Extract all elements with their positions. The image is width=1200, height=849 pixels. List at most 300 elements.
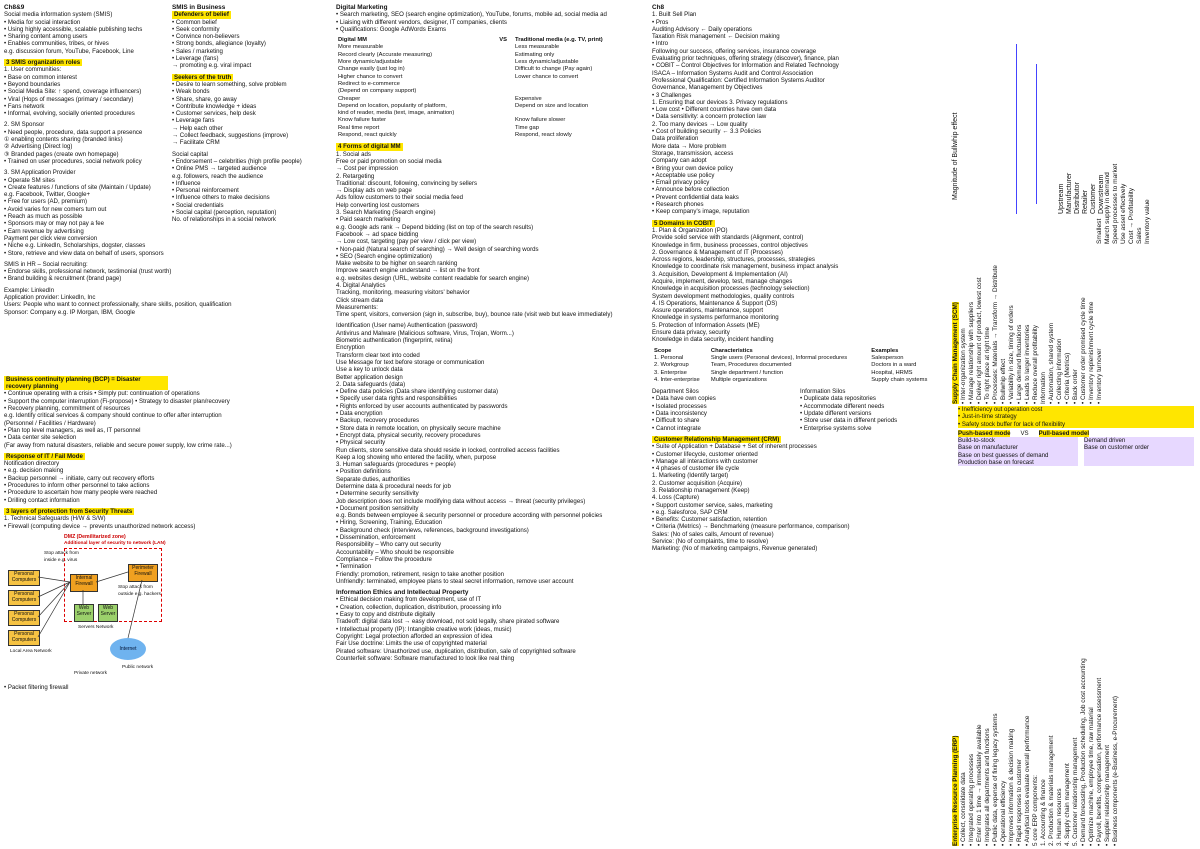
list-item: • Influence: [172, 179, 201, 187]
list-item: 3. Search Marketing (Search engine): [336, 209, 436, 217]
list-item: • Liaising with different vendors, designer, IT companies, clients: [336, 18, 507, 26]
list-item: Tracking, monitoring, measuring visitors' behavior: [336, 289, 470, 297]
department-silos: [652, 388, 792, 432]
hr-heading: SMIS in HR – Social recruiting:: [4, 260, 88, 268]
table-cell: Respond, react quickly: [338, 132, 397, 139]
list-item: 3. Human safeguards (procedures + people): [336, 461, 456, 469]
table-row: [336, 96, 636, 103]
list-item: 3. Human resources: [1056, 788, 1063, 846]
list-item: • Sponsors may or may not pay a fee: [4, 220, 105, 228]
servers-network-label: Servers Network: [78, 624, 114, 630]
list-item: Inventory value: [1144, 199, 1151, 244]
list-item: Facebook → ad space bidding: [336, 230, 419, 238]
table-header-row: [652, 348, 938, 355]
list-item: • Trained on user procedures, social network policy: [4, 157, 142, 165]
list-item: • Customer order promised cycle time: [1080, 297, 1087, 404]
list-item: • Accommodate different needs: [800, 402, 885, 410]
hr-list: [4, 268, 172, 283]
list-item: • Sales / marketing: [172, 47, 223, 55]
list-item: • Collect, consolidate data: [960, 772, 967, 846]
list-item: • Data center site selection: [4, 434, 77, 442]
table-cell: [497, 125, 513, 132]
table-header-cell: VS: [499, 37, 508, 44]
digital-marketing-heading: Digital Marketing: [336, 4, 388, 11]
list-item: • Procedures to inform other personnel to take actions: [4, 482, 150, 490]
list-item: Taxation Risk management ← Decision making: [652, 33, 780, 41]
list-item: Marketing: (No of marketing campaigns, Revenue generated): [652, 545, 818, 553]
vs-label: VS: [1020, 429, 1029, 437]
table-cell: [497, 132, 513, 139]
list-item: • Low cost • Different countries have own data: [652, 106, 777, 114]
stop-outside-note: Stop attack from outside e.g. hackers: [118, 584, 161, 598]
list-item: • Store user data in different periods: [800, 417, 898, 425]
list-item: System development methodologies, quality controls: [652, 292, 795, 300]
list-item: → Low cost, targeting (pay per view / click per view): [336, 238, 477, 246]
silo-compare: [652, 388, 942, 432]
scope-table: [652, 348, 938, 384]
list-item: • Public data, expense of fixing legacy systems: [992, 713, 999, 846]
list-item: Production base on forecast: [958, 459, 1034, 467]
list-item: 4. Digital Analytics: [336, 281, 386, 289]
list-item: Evaluating prior techniques, offering strategy (discover), finance, plan: [652, 55, 839, 63]
dmz-note: Additional layer of security to network (LAN): [64, 540, 166, 546]
table-cell: Real time report: [338, 124, 380, 131]
layers-list: [4, 515, 196, 530]
list-item: • Plan top level managers, as well as, IT personnel: [4, 426, 141, 434]
list-item: • Criteria (Metrics): [1064, 352, 1071, 404]
layers-heading: 3 layers of protection from Security Threats: [6, 507, 133, 515]
list-item: • Social capital (perception, reputation): [172, 209, 277, 217]
bsp-list: [652, 11, 942, 215]
table-cell: Hospital, HRMS: [871, 369, 913, 376]
list-item: Smallest: [1096, 218, 1103, 244]
list-item: Use Message for text before storage or communication: [336, 358, 485, 366]
defenders-heading: Defenders of belief: [174, 11, 229, 19]
internal-firewall: Internal Firewall: [70, 574, 98, 592]
list-item: • COBIT – Control Objectives for Information and Related Technology: [652, 62, 839, 70]
scm-heading: Supply Chain Management (SCM): [952, 302, 959, 404]
lan-label: Local Area Network: [10, 648, 52, 654]
pull-heading: Pull-based model: [1038, 429, 1090, 437]
table-cell: Depend on size and location: [515, 102, 589, 109]
list-item: 2. Customer acquisition (Acquire): [652, 479, 743, 487]
list-item: • Reach as much as possible: [4, 213, 83, 221]
list-item: Unfriendly: terminated, employee plans to steal secret information, remove user account: [336, 577, 574, 585]
list-item: • Customer services, help desk: [172, 110, 256, 118]
list-item: • Informal, evolving, socially oriented procedures: [4, 110, 135, 118]
list-item: • Recovery planning, commitment of resources: [4, 405, 131, 413]
digital-list: [336, 11, 648, 33]
list-item: Company can adopt: [652, 157, 707, 165]
table-row: [336, 81, 636, 88]
list-item: 2. Too many devices → Low quality: [652, 120, 748, 128]
list-item: Build-to-stock: [958, 437, 995, 445]
table-cell: [497, 81, 513, 88]
list-item: → Collect feedback, suggestions (improve): [172, 132, 289, 140]
list-item: → Cost per impression: [336, 165, 398, 173]
table-header-cell: Digital MM: [338, 37, 367, 44]
list-item: Biometric authentication (fingerprint, retina): [336, 337, 453, 345]
table-cell: [513, 81, 636, 88]
list-item: • Encrypt data, physical security, recovery procedures: [336, 431, 481, 439]
org-roles-heading: 3 SMIS organization roles: [6, 59, 81, 67]
list-item: Accountability – Who should be responsible: [336, 548, 454, 556]
list-item: • Cannot integrate: [652, 424, 701, 432]
list-item: • Supplier relationship management: [1104, 745, 1111, 846]
list-item: • Paid search marketing: [336, 216, 401, 224]
list-item: • Using highly accessible, scalable publishing techs: [4, 25, 143, 33]
social-capital-list: [172, 151, 332, 224]
list-item: → promoting e.g. viral impact: [172, 62, 252, 70]
list-item: • Suite of Application + Database + Set of inherent processes: [652, 443, 817, 451]
list-item: Use a key to unlock data: [336, 366, 403, 374]
list-item: • Influence others to make decisions: [172, 194, 270, 202]
list-item: (Far away from natural disasters, reliable and secure power supply, low crime rate...): [4, 441, 232, 449]
list-item: Fair Use doctrine: Limits the use of copyrighted material: [336, 640, 487, 648]
list-item: (Personnel / Facilities / Hardware): [4, 419, 96, 427]
list-item: → Help each other: [172, 124, 223, 132]
table-cell: [497, 110, 513, 117]
list-item: • Desire to learn something, solve problem: [172, 80, 287, 88]
list-item: • Integrated operating processes: [968, 753, 975, 846]
internet-cloud: Internet: [110, 638, 146, 660]
table-row: [336, 117, 636, 124]
table-cell: Higher chance to convert: [338, 73, 403, 80]
list-item: • Background check (interviews, references, background investigations): [336, 526, 529, 534]
pc-box-2: Personal Computers: [8, 590, 40, 606]
list-item: • Easy to copy and distribute digitally: [336, 611, 436, 619]
list-item: Responsibility – Who carry out security: [336, 541, 441, 549]
sm-sponsor-list: [4, 121, 168, 165]
list-item: • Store data in remote location, on physically secure machine: [336, 424, 501, 432]
list-item: Information Silos: [800, 388, 846, 396]
list-item: • Support the computer interruption (Fi-propose) • Strategy to disaster plan/recovery: [4, 397, 230, 405]
list-item: Base on best guesses of demand: [958, 451, 1049, 459]
list-item: • Processes: Materials → Transform → Distribute: [992, 265, 999, 404]
list-item: • Contribute knowledge + ideas: [172, 102, 257, 110]
list-item: Job description does not include modifying data without access → threat (security privileges): [336, 497, 586, 505]
table-row: [336, 125, 636, 132]
list-item: 1. Ensuring that our devices 3. Privacy regulations: [652, 98, 788, 106]
list-item: Base on manufacturer: [958, 444, 1018, 452]
table-cell: Time gap: [515, 124, 539, 131]
list-item: • Collecting information: [1056, 338, 1063, 404]
list-item: e.g. websites design (URL, website content readable for search engine): [336, 274, 530, 282]
list-item: • Avoid varies for new comers turn out: [4, 205, 107, 213]
list-item: • Optimize machine, employee time, raw material: [1088, 707, 1095, 846]
list-item: • Qualifications: Google AdWords Exams: [336, 25, 447, 33]
list-item: Users: People who want to connect professionally, share skills, position, qualification: [4, 301, 232, 309]
list-item: • Update different versions: [800, 410, 872, 418]
list-item: • Criteria (Metrics) → Benchmarking (measure performance, comparison): [652, 523, 850, 531]
list-item: Professional Qualification: Certified Information Systems Auditor: [652, 76, 825, 84]
table-cell: Single department / function: [710, 369, 784, 376]
forms-list: [336, 151, 648, 319]
list-item: • Drilling contact information: [4, 496, 80, 504]
list-item: • Creation, collection, duplication, distribution, processing info: [336, 603, 502, 611]
bcp-list: [4, 390, 232, 449]
list-item: Ensure data privacy, security: [652, 329, 730, 337]
response-list: [4, 460, 168, 504]
list-item: • Operational efficiency: [1000, 780, 1007, 846]
list-item: • Dissemination, enforcement: [336, 534, 416, 542]
diagram-connectors: [4, 534, 164, 684]
list-item: • Fans network: [4, 102, 45, 110]
list-item: Measurements:: [336, 303, 378, 311]
list-item: Speed processes to market: [1112, 163, 1119, 244]
list-item: • Specify user data rights and responsibilities: [336, 395, 458, 403]
bullwhip-axis-line: [1036, 64, 1037, 204]
list-item: Click stream data: [336, 296, 384, 304]
list-item: • Automation, shared system: [1048, 322, 1055, 404]
linkedin-example: [4, 286, 232, 316]
list-item: Help converting lost customers: [336, 201, 420, 209]
table-cell: More dynamic/adjustable: [338, 59, 403, 66]
list-item: • Deliver right amount of product, lowest cost: [976, 277, 983, 404]
list-item: • Hiring, Screening, Training, Education: [336, 519, 443, 527]
list-item: • Search marketing, SEO (search engine optimization), YouTube, forums, mobile ad, social media ad: [336, 11, 607, 19]
list-item: • Social Media Site: ↑ spend, coverage influencers): [4, 88, 142, 96]
list-item: 5. Customer relationship management: [1072, 737, 1079, 846]
list-item: • 3 Challenges: [652, 91, 692, 99]
table-header-cell: Examples: [871, 347, 899, 354]
table-cell: Less dynamic/adjustable: [515, 59, 579, 66]
list-item: 3. SM Application Provider: [4, 169, 76, 177]
table-cell: Salesperson: [871, 354, 904, 361]
list-item: • Intellectual property (IP): Intangible creative work (ideas, music): [336, 625, 512, 633]
public-network-label: Public network: [122, 664, 154, 670]
list-item: • Inefficiency out operation cost: [958, 406, 1043, 413]
table-cell: 4. Inter-enterprise: [654, 376, 700, 383]
table-cell: [497, 44, 513, 51]
push-list: [958, 437, 1078, 466]
table-body: [652, 355, 938, 384]
list-item: Knowledge in data security, incident handling: [652, 336, 774, 344]
table-cell: [497, 52, 513, 59]
list-item: Social capital: [172, 150, 208, 158]
list-item: • Brand building & recruitment (brand page): [4, 275, 122, 283]
list-item: Knowledge in firm, business processes, control objectives: [652, 241, 808, 249]
list-item: • Inventory turnover: [1096, 348, 1103, 404]
list-item: 2. Data safeguards (data): [336, 380, 406, 388]
list-item: • Leverage (fans): [172, 55, 219, 63]
table-cell: Depend on location, popularity of platform,: [338, 102, 447, 109]
list-item: Payment per click view conversion: [4, 234, 98, 242]
list-item: • Determine security sensitivity: [336, 490, 419, 498]
table-cell: [497, 117, 513, 124]
list-item: Run clients, store sensitive data should reside in locked, controlled access facilities: [336, 446, 560, 454]
scm-strategy-list: [958, 406, 1194, 428]
list-item: • Improves information & decision making: [1008, 728, 1015, 846]
table-cell: Redirect to e-commerce: [338, 80, 400, 87]
ip-heading: Information Ethics and Intellectual Property: [336, 589, 469, 597]
list-item: Identification (User name) Authentication (password): [336, 322, 478, 330]
list-item: 4. Supply chain management: [1064, 763, 1071, 846]
list-item: • Bullwhip effect: [1000, 358, 1007, 404]
private-network-label: Private network: [74, 670, 108, 676]
list-item: • Enter into 1 time → immediately available: [976, 724, 983, 846]
list-item: • Continue operating with a crisis • Simply put: continuation of operations: [4, 390, 200, 398]
list-item: No. of relationships in a social network: [172, 216, 276, 224]
list-item: Social media information system (SMIS): [4, 11, 113, 19]
list-item: 1. User communities:: [4, 66, 62, 74]
list-item: 1. Plan & Organization (PO): [652, 226, 728, 234]
list-item: 2. Retargeting: [336, 172, 375, 180]
table-header-row: [336, 37, 636, 44]
list-item: • Benefits: Customer satisfaction, retention: [652, 516, 767, 524]
list-item: Encryption: [336, 344, 365, 352]
seekers-heading: Seekers of the truth: [174, 73, 232, 81]
cobit-heading: 5 Domains in COBIT: [654, 219, 713, 227]
list-item: Governance, Management by Objectives: [652, 84, 763, 92]
list-item: Traditional: discount, following, convincing by sellers: [336, 179, 478, 187]
crm-list: [652, 443, 942, 552]
web-server-1: Web Server: [74, 604, 94, 622]
list-item: Use asset effectively: [1120, 183, 1127, 244]
list-item: • To right place at right time: [984, 326, 991, 404]
list-item: • Non-paid (Natural search of searching) → Well design of searching words: [336, 245, 539, 253]
list-item: • Prevent confidential data leaks: [652, 193, 739, 201]
list-item: • Store, retrieve and view data on behalf of users, sponsors: [4, 249, 164, 257]
table-cell: [497, 74, 513, 81]
table-cell: 1. Personal: [654, 354, 684, 361]
list-item: • Backup, recovery procedures: [336, 417, 420, 425]
table-cell: Less measurable: [515, 44, 560, 51]
list-item: • Analytical tools evaluate overall performance: [1024, 715, 1031, 846]
list-item: • Seek conformity: [172, 25, 220, 33]
information-silos: [800, 388, 940, 432]
list-item: • Data encryption: [336, 410, 383, 418]
list-item: • Announce before collection: [652, 186, 730, 194]
list-item: Knowledge in acquisition processes (technology selection): [652, 285, 810, 293]
list-item: Service: (No of complaints, time to resolve): [652, 538, 769, 546]
table-cell: Multiple organizations: [710, 376, 767, 383]
table-row: [336, 59, 636, 66]
ch8-heading: Ch8: [652, 4, 665, 11]
list-item: • Demand forecasting, Production scheduling, Job cost accounting: [1080, 658, 1087, 846]
list-item: Auditing Advisory ← Daily operations: [652, 25, 752, 33]
list-item: • Document position sensitivity: [336, 504, 419, 512]
table-header-cell: Traditional media (e.g. TV, print): [515, 37, 603, 44]
list-item: • Personal reinforcement: [172, 187, 239, 195]
response-heading: Response of IT / Fail Mode: [6, 452, 83, 460]
list-item: • Convince non-believers: [172, 33, 240, 41]
list-item: • Define data policies (Data share identifying customer data): [336, 388, 499, 396]
packet-filter-line: • Packet filtering firewall: [4, 683, 69, 691]
column-2: [172, 4, 332, 224]
table-cell: Team, Procedures documented: [710, 362, 792, 369]
erp-list: [960, 658, 1120, 846]
bullwhip-notes: [1096, 164, 1152, 244]
firewall-diagram: [4, 534, 164, 684]
list-item: Retailer: [1082, 189, 1089, 214]
list-item: • Earn revenue by advertising: [4, 227, 84, 235]
list-item: 1. Built Sell Plan: [652, 11, 697, 19]
list-item: • Firewall (computing device → prevents unauthorized network access): [4, 522, 196, 530]
bullwhip-label: Magnitude of Bullwhip effect: [952, 112, 959, 200]
list-item: Customer: [1090, 183, 1097, 214]
pc-box-1: Personal Computers: [8, 570, 40, 586]
list-item: • Strong bonds, allegiance (loyalty): [172, 40, 266, 48]
table-cell: More measurable: [338, 44, 384, 51]
list-item: • Isolated processes: [652, 402, 707, 410]
list-item: • Niche e.g. LinkedIn, Scholarships, dogster, classes: [4, 242, 146, 250]
table-cell: Cheaper: [338, 95, 361, 102]
table-row: [336, 110, 636, 117]
scm-list: [960, 265, 1104, 404]
list-item: Compliance – Follow the procedure: [336, 555, 432, 563]
list-item: • Leverage fans: [172, 117, 215, 125]
push-heading: Push-based mode: [958, 429, 1011, 437]
list-item: • Manage all interactions with customer: [652, 457, 758, 465]
list-item: Example: LinkedIn: [4, 286, 55, 294]
list-item: • Acceptable use policy: [652, 171, 715, 179]
list-item: • e.g. decision making: [4, 467, 64, 475]
list-item: • Create features / functions of site (Maintain / Update): [4, 183, 151, 191]
table-row: [652, 370, 938, 377]
table-cell: Know failure slower: [515, 117, 566, 124]
list-item: • Just-in-time strategy: [958, 413, 1017, 421]
table-cell: Estimating only: [515, 51, 555, 58]
list-item: Improve search engine understand → list on the front: [336, 267, 480, 275]
list-item: Time spent, visitors, conversion (sign in, subscribe, buy), bounce rate (visit web but leave immediately): [336, 311, 613, 319]
list-item: 3. Acquisition, Development & Implementation (AI): [652, 270, 788, 278]
digital-vs-traditional-table: [336, 37, 636, 139]
table-row: [652, 355, 938, 362]
list-item: • Keep company's image, reputation: [652, 208, 750, 216]
list-item: 4. IS Operations, Maintenance & Support (DS): [652, 299, 778, 307]
list-item: Better application design: [336, 373, 403, 381]
bcp-heading: Business continuity planning (BCP) = Disaster recovery planning: [4, 376, 168, 391]
stop-inside-note: Stop attack from inside e.g. virus: [44, 550, 79, 564]
list-item: Upstream: [1058, 183, 1065, 214]
list-item: • Integrates all departments and functions: [984, 728, 991, 846]
list-item: • Procedure to ascertain how many people were reached: [4, 489, 158, 497]
list-item: Free or paid promotion on social media: [336, 157, 442, 165]
list-item: Provide solid service with standards (Alignment, control): [652, 234, 804, 242]
list-item: • Enables communities, tribes, or hives: [4, 40, 109, 48]
list-item: • Backup personnel → initiate, carry out recovery efforts: [4, 474, 155, 482]
list-item: 2. Governance & Management of IT (Processes): [652, 248, 783, 256]
security-list: [336, 322, 648, 585]
table-row: [336, 88, 636, 95]
list-item: • Intro: [652, 40, 669, 48]
list-item: • Large demand fluctuations: [1016, 324, 1023, 404]
table-row: [336, 103, 636, 110]
list-item: 1. Marketing (Identify target): [652, 472, 729, 480]
list-item: Downstream: [1098, 174, 1105, 214]
list-item: Knowledge in systems performance monitoring: [652, 314, 779, 322]
table-cell: 2. Workgroup: [654, 362, 689, 369]
list-item: • Safety stock buffer for lack of flexibility: [958, 420, 1066, 428]
defenders-list: [172, 19, 332, 70]
list-item: e.g. Google ads rank → Depend bidding (list on top of the search results): [336, 223, 534, 231]
list-item: March supply in demand: [1104, 172, 1111, 244]
scm-rotated-block: [952, 265, 1104, 404]
list-item: Notification directory: [4, 460, 60, 468]
list-item: • Online PMS → targeted audience: [172, 165, 267, 173]
smis-business-heading: SMIS in Business: [172, 4, 226, 11]
list-item: Transform clear text into coded: [336, 351, 420, 359]
list-item: • e.g. Salesforce, SAP CRM: [652, 508, 728, 516]
crm-heading: Customer Relationship Management (CRM): [654, 435, 780, 443]
list-item: Tradeoff: digital data lost → easy download, not sold legally, share pirated software: [336, 618, 560, 626]
list-item: Copyright: Legal protection afforded an expression of idea: [336, 632, 493, 640]
forms-heading: 4 Forms of digital MM: [338, 143, 401, 151]
list-item: • Inter-organization system: [960, 328, 967, 404]
table-row: [652, 377, 938, 384]
table-cell: Know failure faster: [338, 117, 387, 124]
